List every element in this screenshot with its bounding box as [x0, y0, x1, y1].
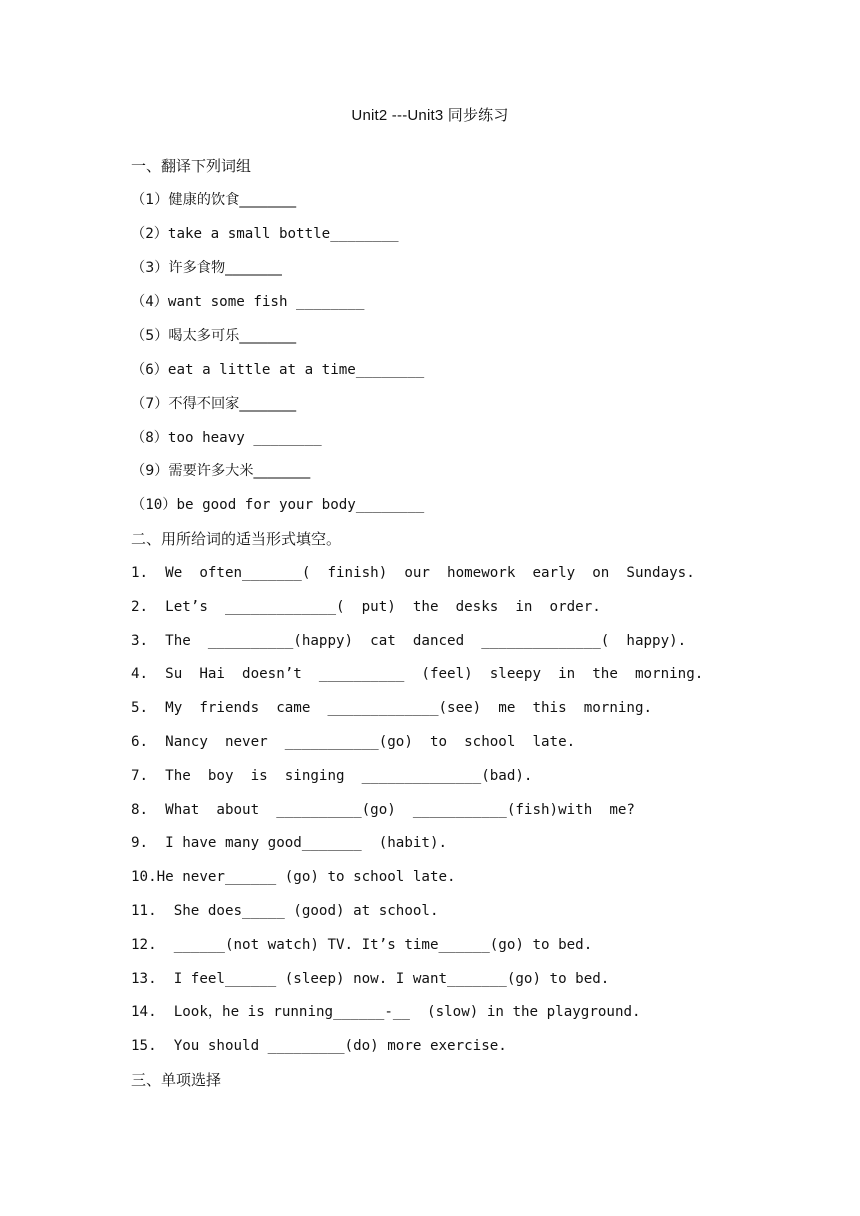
section-3-heading: 三、单项选择 [131, 1071, 222, 1089]
fill-blank-item: 13. I feel______ (sleep) now. I want_______(go) to bed. [131, 971, 610, 987]
fill-blank-item: 3. The __________(happy) cat danced ______________( happy). [131, 633, 687, 649]
translation-item: （1）健康的饮食________ [131, 192, 297, 208]
translation-item: （4）want some fish ________ [131, 294, 365, 310]
fill-blank-item: 9. I have many good_______ (habit). [131, 835, 448, 851]
translation-item: （7）不得不回家________ [131, 396, 297, 412]
translation-item: （10）be good for your body________ [131, 497, 425, 513]
fill-blank-item: 6. Nancy never ___________(go) to school late. [131, 734, 576, 750]
fill-blank-item: 8. What about __________(go) ___________(fish)with me? [131, 802, 635, 818]
fill-blank-item: 11. She does_____ (good) at school. [131, 903, 439, 919]
fill-blank-item: 7. The boy is singing ______________(bad). [131, 768, 533, 784]
translation-item: （5）喝太多可乐________ [131, 328, 297, 344]
fill-blank-item: 2. Let’s _____________( put) the desks in order. [131, 599, 601, 615]
page-title: Unit2 ---Unit3 同步练习 [351, 107, 509, 124]
translation-item: （8）too heavy ________ [131, 430, 322, 446]
translation-item: （9）需要许多大米________ [131, 463, 311, 479]
section-1-heading: 一、翻译下列词组 [131, 157, 252, 175]
translation-item: （6）eat a little at a time________ [131, 362, 425, 378]
fill-blank-item: 12. ______(not watch) TV. It’s time______(go) to bed. [131, 937, 593, 953]
fill-blank-item: 1. We often_______( finish) our homework early on Sundays. [131, 565, 695, 581]
fill-blank-item: 5. My friends came _____________(see) me this morning. [131, 700, 653, 716]
fill-blank-item: 15. You should _________(do) more exercise. [131, 1038, 507, 1054]
fill-blank-item: 14. Look，he is running______-__ (slow) in the playground. [131, 1004, 641, 1020]
fill-blank-item: 10.He never______ (go) to school late. [131, 869, 456, 885]
translation-item: （2）take a small bottle________ [131, 226, 399, 242]
translation-item: （3）许多食物________ [131, 260, 282, 276]
section-2-heading: 二、用所给词的适当形式填空。 [131, 530, 342, 548]
fill-blank-item: 4. Su Hai doesn’t __________ (feel) sleepy in the morning. [131, 666, 704, 682]
